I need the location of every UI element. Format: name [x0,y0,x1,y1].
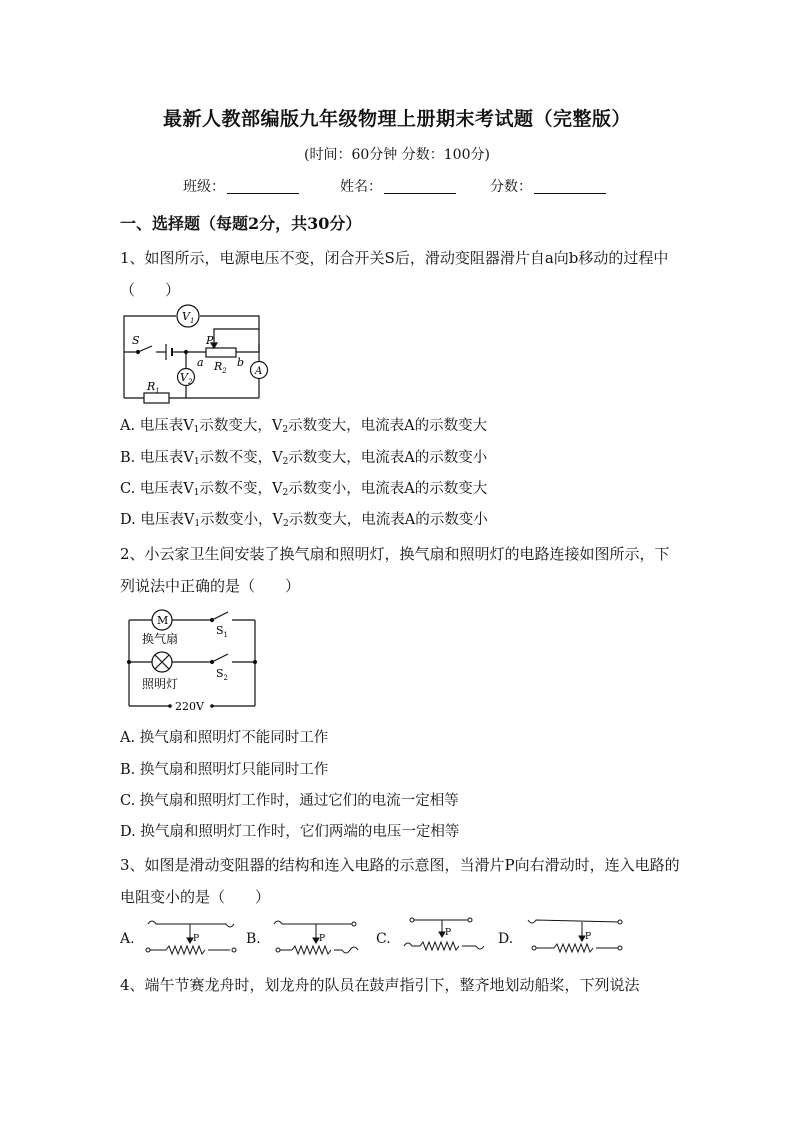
circuit-diagram-1 [118,304,274,412]
q3-option-c-rheostat[interactable] [400,914,496,960]
score-blank[interactable] [534,179,606,194]
slider-p-label: P [585,932,592,942]
q1-option-d[interactable]: D. 电压表$V_1$示数变小，$V_2$示数变大，电流表A的示数变小 [120,512,488,529]
ammeter-symbol: A [255,366,263,377]
fan-label: 换气扇 [142,632,179,646]
motor-symbol: M [157,614,169,627]
q2-option-c[interactable]: C. 换气扇和照明灯工作时，通过它们的电流一定相等 [120,793,459,809]
lamp-label: 照明灯 [142,677,179,691]
q3-options-row [120,914,680,964]
question-4-text: 4、端午节赛龙舟时，划龙舟的队员在鼓声指引下，整齐地划动船桨，下列说法 [120,976,640,994]
r2-label: $R_2$ [214,360,227,375]
score-field[interactable] [490,176,606,196]
q3-option-d-rheostat[interactable] [524,916,634,960]
q2-option-b[interactable]: B. 换气扇和照明灯只能同时工作 [120,762,329,778]
q3-option-a-rheostat[interactable] [144,916,240,960]
question-1-text: 1、如图所示，电源电压不变，闭合开关S后，滑动变阻器滑片自a向b移动的过程中（ ） [120,249,669,299]
q3-option-c-label[interactable]: C. [376,931,391,947]
name-label: 姓名： [340,179,382,195]
class-blank[interactable] [227,179,299,194]
exam-subtitle: (时间：60分钟 分数：100分) [304,147,490,163]
switch-s1-label: $S_1$ [216,624,229,639]
q2-option-d[interactable]: D. 换气扇和照明灯工作时，它们两端的电压一定相等 [120,824,460,840]
q3-option-b-rheostat[interactable] [270,916,366,960]
slider-p-label: P [445,928,452,938]
switch-label: S [132,334,140,347]
v2-symbol: $V_2$ [180,371,193,386]
class-field[interactable] [183,176,299,196]
score-label: 分数： [490,179,532,195]
slider-p-label: P [319,934,326,944]
end-b-label: b [237,356,245,369]
q2-option-a[interactable]: A. 换气扇和照明灯不能同时工作 [120,730,329,746]
circuit-diagram-2 [124,604,260,710]
name-blank[interactable] [384,179,456,194]
v1-symbol: $V_1$ [182,310,195,325]
question-3-text: 3、如图是滑动变阻器的结构和连入电路的示意图，当滑片P向右滑动时，连入电路的电阻变小的是（ ） [120,856,680,906]
switch-s2-label: $S_2$ [216,667,229,682]
q3-option-b-label[interactable]: B. [246,931,261,947]
section-heading: 一、选择题（每题2分，共30分） [120,214,362,233]
q1-option-c[interactable]: C. 电压表$V_1$示数不变，$V_2$示数变小，电流表A的示数变大 [120,481,488,498]
q1-option-a[interactable]: A. 电压表$V_1$示数变大，$V_2$示数变大，电流表A的示数变大 [120,418,488,435]
voltage-label: 220V [175,700,204,710]
class-label: 班级： [183,179,225,195]
slider-p-label: P [206,334,214,347]
q3-option-a-label[interactable]: A. [120,931,135,947]
name-field[interactable] [340,176,456,196]
r1-label: $R_1$ [147,380,160,395]
exam-title: 最新人教部编版九年级物理上册期末考试题（完整版） [162,108,631,130]
slider-p-label: P [193,934,200,944]
q1-option-b[interactable]: B. 电压表$V_1$示数不变，$V_2$示数变大，电流表A的示数变小 [120,450,488,467]
end-a-label: a [197,356,204,369]
q3-option-d-label[interactable]: D. [498,931,514,947]
question-2-text: 2、小云家卫生间安装了换气扇和照明灯，换气扇和照明灯的电路连接如图所示，下列说法中正确的是（ ） [120,545,670,595]
